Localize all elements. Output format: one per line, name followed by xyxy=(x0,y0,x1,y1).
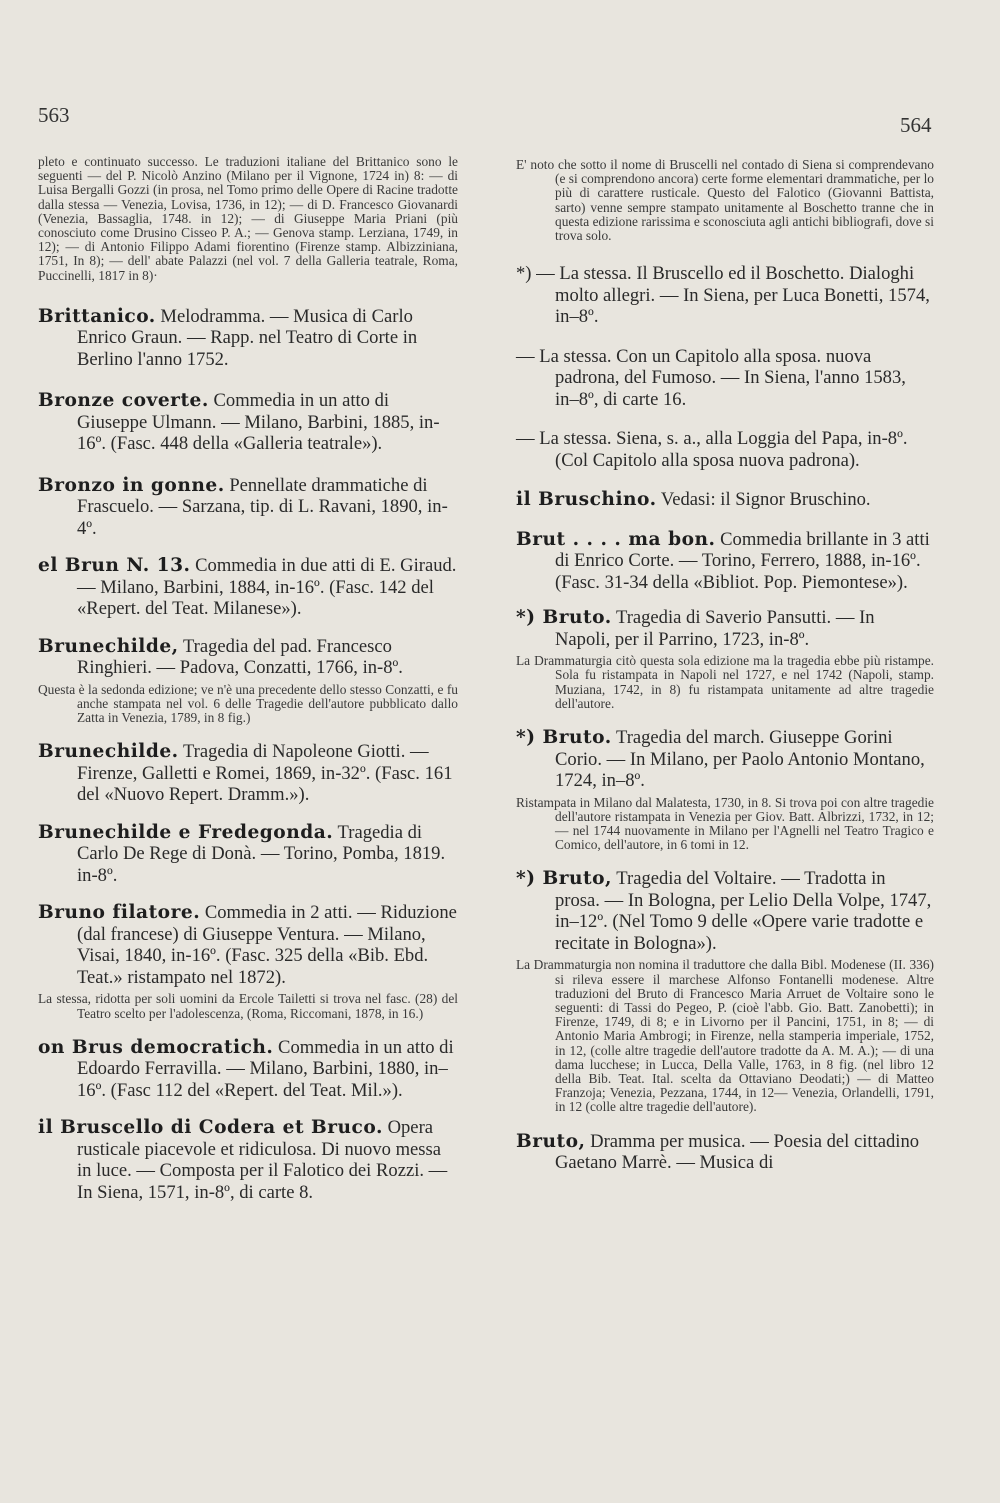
entry-description: Dramma per musica. — Poesia del cittadino Gaetano Marrè. — Musica di xyxy=(555,1130,920,1174)
entry-description: Commedia brillante in 3 atti di Enrico Corte. — Torino, Ferrero, 1888, in-16º. (Fasc. 31-34 della «Bibliot. Pop. Piemontese»). xyxy=(555,528,930,593)
entry-description: Commedia in un atto di Giuseppe Ulmann. — Milano, Barbini, 1885, in-16º. (Fasc. 448 della «Galleria teatrale»). xyxy=(77,390,440,455)
entry-description: Tragedia di Saverio Pansutti. — In Napoli, per il Parrino, 1723, in-8º. xyxy=(555,607,875,650)
entry-description: Tragedia del pad. Francesco Ringhieri. — Padova, Conzatti, 1766, in-8º. xyxy=(77,635,403,679)
entry-headword: Brut . . . . ma bon. xyxy=(516,528,716,550)
catalog-entry xyxy=(516,489,934,511)
entry-description: Commedia in due atti di E. Giraud. — Milano, Barbini, 1884, in-16º. (Fasc. 142 del «Repert. del Teat. Milanese»). xyxy=(77,555,457,620)
note-paragraph: La Drammaturgia non nomina il traduttore che dalla Bibl. Modenese (II. 336) si rileva essere il marchese Alfonso Fontanelli modenese. Altre traduzioni del Bruto di Francesco Maria Arruet de Voltaire sono le seguenti: di Tassi do Pegeo, P. (cioè l'abb. Gio. Batt. Zanobetti); in Firenze, 1749, di 8; e in Livorno per il Pancini, 1751, in 8; — di Antonio Maria Ambrogi; in Firenze, nella stamperia imperiale, 1752, in 12, (colle altre tragedie dell'autore tradotte da A. M. A.); — di una dama lucchese; in Lucca, Della Valle, 1763, in 8 fig. (nel libro 12 della Bib. Teat. Ital. scelta da Ottaviano Deodati;) — di Matteo Franzoja; Venezia, Pezzana, 1744, in 12— Venezia, Orlandelli, 1791, in 12 (colle altre tragedie dell'autore). xyxy=(516,957,934,1115)
entry-description: Tragedia di Carlo De Rege di Donà. — Torino, Pomba, 1819. in-8º. xyxy=(77,821,446,886)
catalog-entry xyxy=(38,555,458,620)
page-number-left: 563 xyxy=(38,103,70,127)
catalog-entry xyxy=(516,607,934,650)
entry-headword: Brunechilde. xyxy=(38,741,179,763)
entry-headword: Bruto, xyxy=(516,1130,586,1152)
entry-headword: il Bruschino. xyxy=(516,489,657,511)
catalog-entry xyxy=(38,1037,458,1102)
catalog-entry xyxy=(516,868,934,954)
entry-headword: Bronze coverte. xyxy=(38,390,209,412)
entry-description: La stessa. Siena, s. a., alla Loggia del Papa, in-8º. (Col Capitolo alla sposa nuova padrona). xyxy=(534,428,908,471)
catalog-entry xyxy=(516,1131,934,1174)
entry-headword: Brittanico. xyxy=(38,305,156,327)
catalog-entry xyxy=(38,741,458,806)
entry-description: Opera rusticale piacevole et ridiculosa. Di nuovo messa in luce. — Composta per il Falotico dei Rozzi. — In Siena, 1571, in-8º, di carte 8. xyxy=(77,1117,448,1203)
entry-description: Melodramma. — Musica di Carlo Enrico Graun. — Rapp. nel Teatro di Corte in Berlino l'anno 1752. xyxy=(77,305,418,370)
entry-headword: Brunechilde, xyxy=(38,635,179,657)
page-number-right: 564 xyxy=(900,113,932,137)
entry-description: La stessa. Il Bruscello ed il Boschetto. Dialoghi molto allegri. — In Siena, per Luca Bonetti, 1574, in–8º. xyxy=(554,263,930,328)
entry-headword: *) — xyxy=(516,263,555,285)
entry-headword: *) Bruto. xyxy=(516,727,612,749)
continuation-paragraph: pleto e continuato successo. Le traduzioni italiane del Brittanico sono le seguenti — del P. Nicolò Anzino (Milano per il Vignone, 1724 in) 8: — di Luisa Bergalli Gozzi (in prosa, nel Tomo primo delle Opere di Racine tradotte dalla stessa — Venezia, Lovisa, 1736, in 12); — di D. Francesco Giovanardi (Venezia, Bassaglia, 1748. in 12); — di Giuseppe Maria Priani (più conosciuto come Drusino Cisseo P. A.; — Genova stamp. Lerziana, 1749, in 12); — di Antonio Filippo Adami fiorentino (Firenze stamp. Albizziniana, 1751, In 8); — dell' abate Palazzi (nel vol. 7 della Galleria teatrale, Roma, Puccinelli, 1817 in 8)· xyxy=(38,154,458,283)
catalog-entry xyxy=(38,636,458,679)
entry-description: Tragedia del march. Giuseppe Gorini Corio. — In Milano, per Paolo Antonio Montano, 1724, in–8º. xyxy=(555,727,925,792)
note-paragraph: Questa è la sedonda edizione; ve n'è una precedente dello stesso Conzatti, e fu anche stampata nel vol. 6 delle Tragedie dell'autore pubblicato dallo Zatta in Venezia, 1789, in 8 fig.) xyxy=(38,681,458,726)
entry-description: Tragedia di Napoleone Giotti. — Firenze, Galletti e Romei, 1869, in-32º. (Fasc. 161 del «Nuovo Repert. Dramm.»). xyxy=(77,741,453,806)
entry-description: Tragedia del Voltaire. — Tradotta in prosa. — In Bologna, per Lelio Della Volpe, 1747, in–12º. (Nel Tomo 9 delle «Opere varie tradotte e recitate in Bologna»). xyxy=(555,868,932,954)
entry-headword: il Bruscello di Codera et Bruco. xyxy=(38,1117,383,1139)
catalog-entry xyxy=(38,902,458,988)
catalog-entry xyxy=(516,727,934,792)
note-paragraph: Ristampata in Milano dal Malatesta, 1730, in 8. Si trova poi con altre tragedie dell'autore ristampata in Venezia per Giov. Batt. Albrizzi, 1732, in 12; — nel 1744 nuovamente in Milano per l'Agnelli nel Teatro Tragico e Comico, dell'autore, in 6 tomi in 12. xyxy=(516,794,934,853)
entry-headword: Bruno filatore. xyxy=(38,902,201,924)
entry-headword: *) Bruto. xyxy=(516,607,612,629)
entry-description: La stessa. Con un Capitolo alla sposa. nuova padrona, del Fumoso. — In Siena, l'anno 1583, in–8º, di carte 16. xyxy=(534,345,906,410)
entry-headword: — xyxy=(516,345,535,367)
catalog-entry xyxy=(38,822,458,887)
catalog-entry xyxy=(38,390,458,455)
entry-headword: Brunechilde e Fredegonda. xyxy=(38,821,334,843)
catalog-entry xyxy=(516,428,934,471)
note-paragraph: La Drammaturgia citò questa sola edizione ma la tragedia ebbe più ristampe. Sola fu ristampata in Napoli nel 1727, e nel 1742 (Napoli, stamp. Muziana, 1742, in 8) fu ristampata unitamente ad altre tragedie dell'autore. xyxy=(516,653,934,711)
catalog-entry xyxy=(38,475,458,540)
entry-headword: on Brus democratich. xyxy=(38,1036,274,1058)
entry-description: Commedia in un atto di Edoardo Ferravilla. — Milano, Barbini, 1880, in–16º. (Fasc 112 del «Repert. del Teat. Mil.»). xyxy=(77,1036,454,1101)
entry-description: Vedasi: il Signor Bruschino. xyxy=(656,489,871,511)
entry-headword: Bronzo in gonne. xyxy=(38,474,225,496)
catalog-entry xyxy=(516,529,934,594)
catalog-entry xyxy=(516,346,934,411)
catalog-entry xyxy=(38,1117,458,1203)
note-paragraph: E' noto che sotto il nome di Bruscelli nel contado di Siena si comprendevano (e si comprendono ancora) certe forme elementari drammatiche, per lo più di carattere rusticale. Questo del Falotico (Giovanni Battista, sarto) venne sempre stampato unitamente al Boschetto tranne che in questa edizione rarissima e sconosciuta agli antichi bibliografi, dove si trova solo. xyxy=(516,157,934,244)
right-column xyxy=(516,158,934,1174)
entry-description: Pennellate drammatiche di Frascuelo. — Sarzana, tip. di L. Ravani, 1890, in-4º. xyxy=(77,474,448,539)
catalog-entry xyxy=(38,306,458,371)
note-paragraph: La stessa, ridotta per soli uomini da Ercole Tailetti si trova nel fasc. (28) del Teatro scelto per l'adolescenza, (Roma, Riccomani, 1878, in 16.) xyxy=(38,991,458,1021)
catalog-entry xyxy=(516,263,934,328)
entry-headword: *) Bruto, xyxy=(516,868,612,890)
left-column xyxy=(38,155,458,1203)
entry-description: Commedia in 2 atti. — Riduzione (dal francese) di Giuseppe Ventura. — Milano, Visai, 1840, in-16º. (Fasc. 325 della «Bib. Ebd. Teat.» ristampato nel 1872). xyxy=(77,902,457,988)
entry-headword: — xyxy=(516,428,535,450)
entry-headword: el Brun N. 13. xyxy=(38,555,191,577)
